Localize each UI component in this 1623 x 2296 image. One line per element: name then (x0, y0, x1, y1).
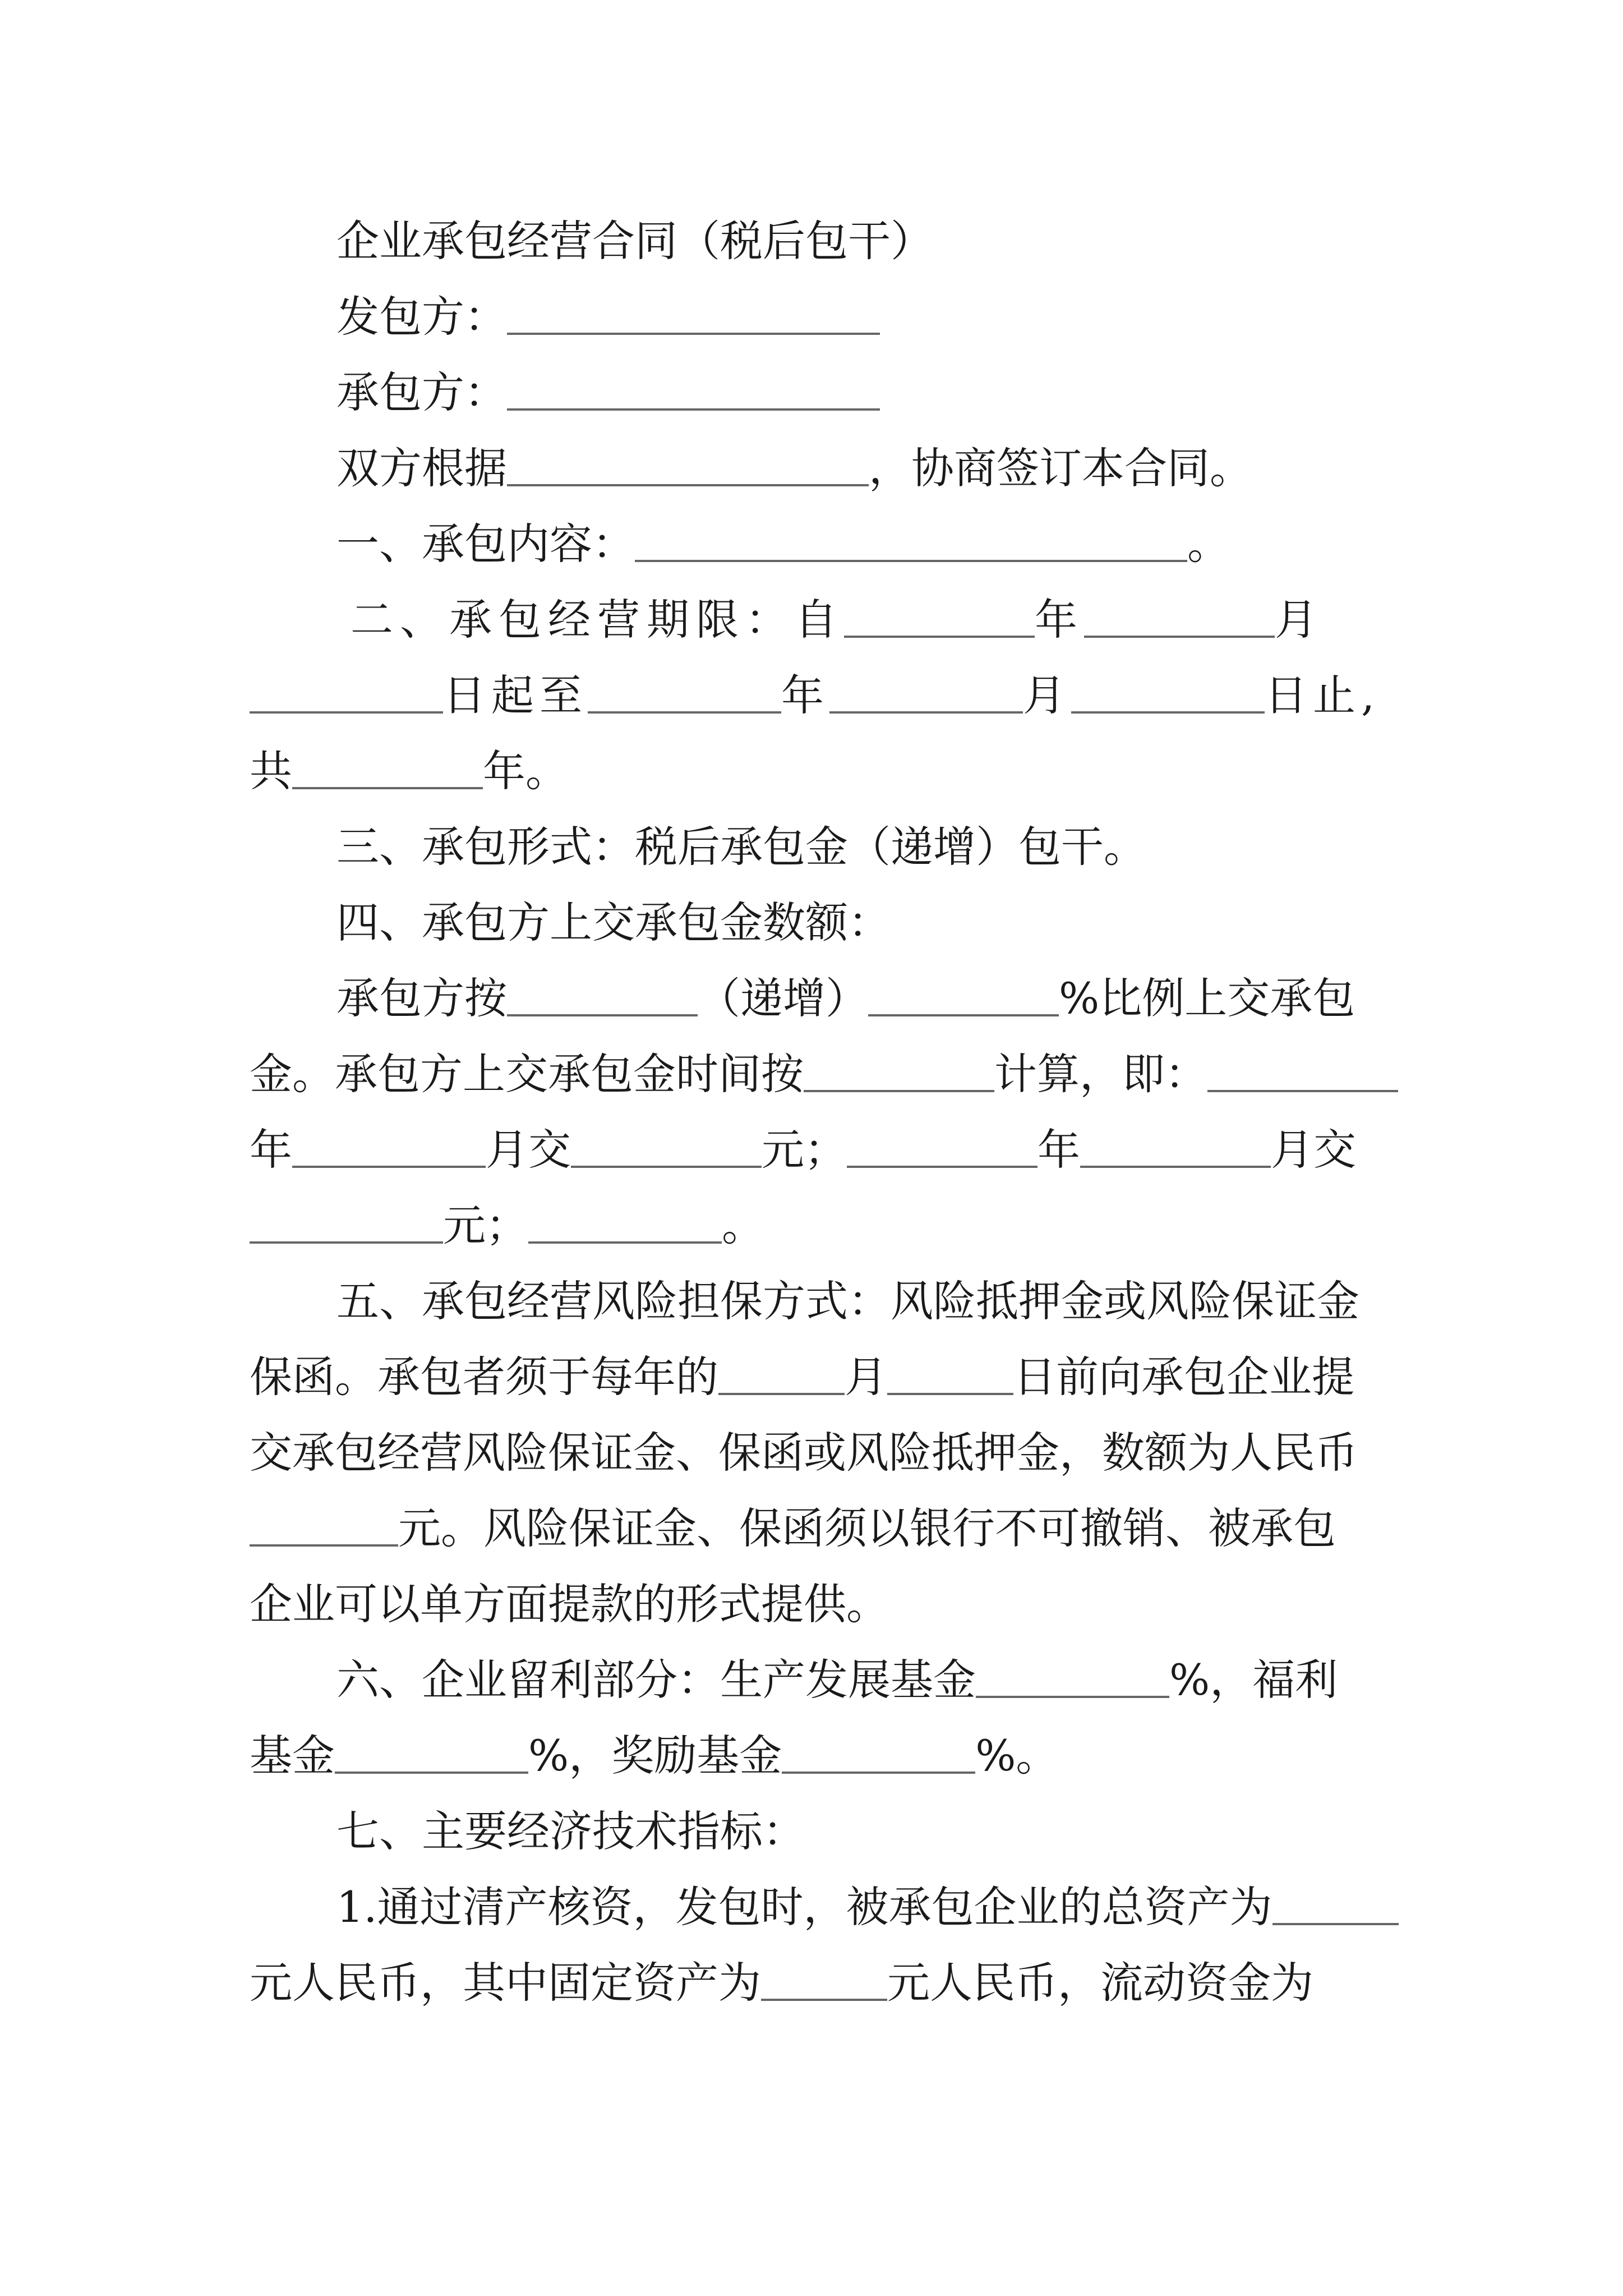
blank-field (782, 1772, 975, 1774)
section-1-line: 一、承包内容： 。 (336, 519, 1230, 569)
blank-field (507, 484, 869, 486)
section-5-line-2: 保函。承包者须于每年的 月 日前向承包企业提 (250, 1352, 1354, 1402)
blank-field (507, 333, 880, 335)
section-4-line-1: 承包方按 （递增） %比例上交承包 (336, 973, 1355, 1023)
blank-field (804, 1090, 994, 1092)
blank-field (718, 1393, 845, 1395)
section-2-line-3: 共 年。 (250, 746, 568, 796)
blank-field (250, 711, 443, 714)
section-5-line-1: 五、承包经营风险担保方式：风险抵押金或风险保证金 (336, 1276, 1359, 1326)
intro-line: 双方根据 ，协商签订本合同。 (336, 443, 1252, 493)
blank-field (1272, 1923, 1399, 1925)
blank-field (868, 1014, 1059, 1016)
section-6-line-2: 基金 %，奖励基金 %。 (250, 1731, 1059, 1780)
blank-field (507, 408, 880, 411)
blank-field (635, 560, 1187, 562)
blank-field (335, 1772, 528, 1774)
section-7-line-1: 1.通过清产核资，发包时，被承包企业的总资产为 (336, 1879, 1399, 1935)
section-4-title: 四、承包方上交承包金数额： (336, 898, 891, 947)
blank-field (976, 1696, 1169, 1698)
blank-field (1080, 1166, 1271, 1168)
section-3-line: 三、承包形式：税后承包金（递增）包干。 (336, 822, 1146, 872)
blank-field (887, 1393, 1013, 1395)
section-7-line-2: 元人民币，其中固定资产为 元人民币，流动资金为 (250, 1958, 1313, 2008)
document-title: 企业承包经营合同（税后包干） (336, 216, 933, 266)
blank-field (829, 711, 1023, 714)
blank-field (250, 1241, 443, 1244)
blank-field (1207, 1090, 1398, 1092)
blank-field (1071, 711, 1265, 714)
blank-field (292, 787, 483, 789)
blank-field (528, 1241, 722, 1244)
blank-field (250, 1544, 398, 1547)
blank-field (761, 1999, 887, 2001)
section-7-title: 七、主要经济技术指标： (336, 1806, 805, 1856)
section-5-line-3: 交承包经营风险保证金、保函或风险抵押金，数额为人民币 (250, 1428, 1358, 1478)
blank-field (1084, 636, 1275, 638)
section-2-line-1: 二、承包经营期限：自 年 月 (351, 595, 1324, 645)
blank-field (847, 1166, 1038, 1168)
contractor-line: 承包方： (336, 365, 880, 421)
blank-field (292, 1166, 486, 1168)
blank-field (507, 1014, 698, 1016)
section-6-line-1: 六、企业留利部分：生产发展基金 %，福利 (336, 1655, 1338, 1705)
section-4-line-3: 年 月交 元； 年 月交 (250, 1125, 1356, 1175)
section-5-line-5: 企业可以单方面提款的形式提供。 (250, 1579, 889, 1629)
section-2-line-2: 日起至 年 月 日止, (250, 668, 1380, 724)
blank-field (844, 636, 1035, 638)
section-5-line-4: 元。风险保证金、保函须以银行不可撤销、被承包 (250, 1501, 1336, 1557)
blank-field (571, 1166, 762, 1168)
employer-line: 发包方： (336, 289, 880, 345)
section-4-line-4: 元； 。 (250, 1198, 764, 1254)
blank-field (588, 711, 781, 714)
section-4-line-2: 金。承包方上交承包金时间按 计算，即： (250, 1046, 1398, 1102)
